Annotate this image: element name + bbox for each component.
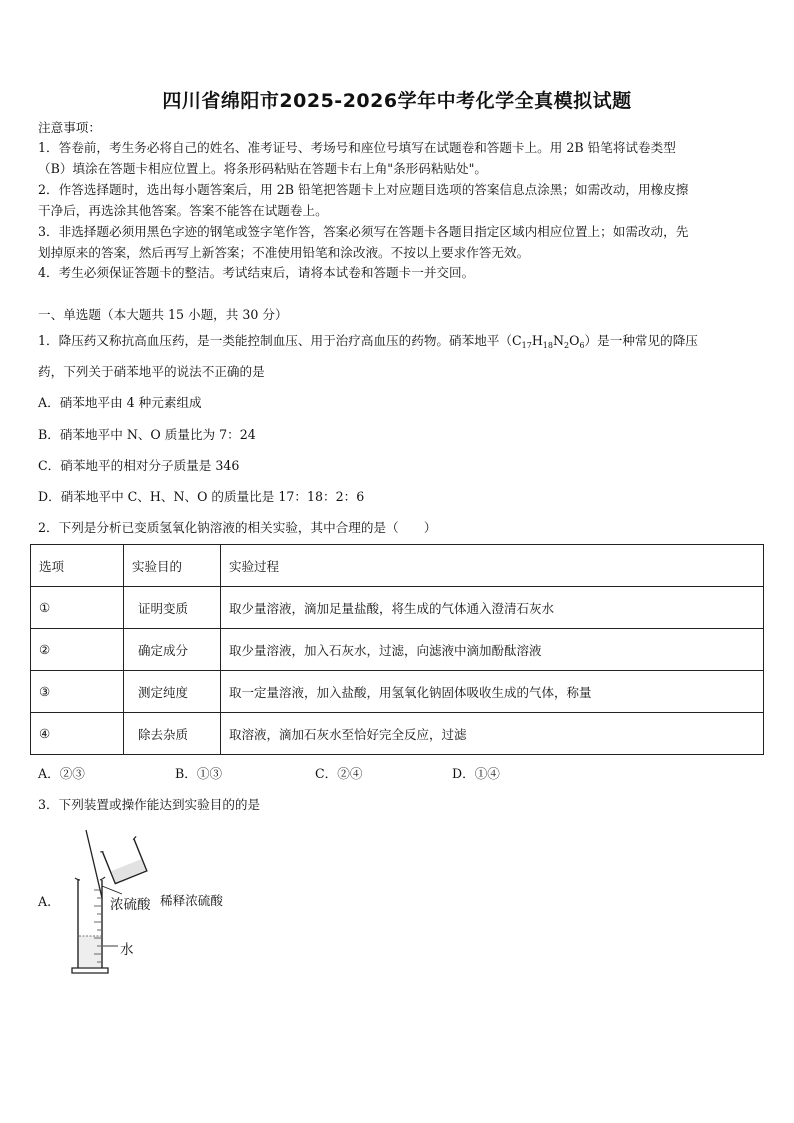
notice-line: 2．作答选择题时，选出每小题答案后，用 2B 铅笔把答题卡上对应题目选项的答案信息点涂黑；如需改动，用橡皮擦 bbox=[38, 182, 689, 197]
experiment-table bbox=[30, 544, 764, 755]
option-a-letter: A. bbox=[38, 894, 52, 909]
header-cell: 选项 bbox=[31, 545, 124, 587]
notice-heading: 注意事项： bbox=[38, 120, 101, 135]
question-1-option: C．硝苯地平的相对分子质量是 346 bbox=[38, 458, 240, 473]
question-2-option: B．①③ bbox=[175, 766, 223, 781]
chemical-formula: $C_{17}H_{18}N_2O_6$ bbox=[511, 333, 585, 350]
header-cell: 实验过程 bbox=[221, 545, 764, 587]
beaker-icon bbox=[100, 836, 150, 884]
table-row bbox=[31, 671, 764, 713]
glass-rod-icon bbox=[86, 830, 102, 898]
notice-line: 4．考生必须保证答题卡的整洁。考试结束后，请将本试卷和答题卡一并交回。 bbox=[38, 265, 475, 280]
table-cell: ① bbox=[31, 587, 124, 629]
question-2-option: D．①④ bbox=[452, 766, 500, 781]
notice-line: 干净后，再选涂其他答案。答案不能答在试题卷上。 bbox=[38, 203, 328, 218]
question-1-stem bbox=[38, 331, 756, 356]
question-1-stem-cont: 药，下列关于硝苯地平的说法不正确的是 bbox=[38, 364, 265, 379]
water-label: 水 bbox=[120, 942, 134, 958]
table-cell: 取少量溶液，加入石灰水，过滤，向滤液中滴加酚酞溶液 bbox=[221, 629, 764, 671]
question-1-option: A．硝苯地平由 4 种元素组成 bbox=[38, 395, 202, 410]
question-2-option: A．②③ bbox=[38, 766, 85, 781]
section-heading: 一、单选题（本大题共 15 小题，共 30 分） bbox=[38, 307, 288, 322]
question-1-stem-end: ）是一种常见的降压 bbox=[584, 333, 698, 348]
question-2-stem: 2．下列是分析已变质氢氧化钠溶液的相关实验，其中合理的是（ ） bbox=[38, 520, 437, 535]
notice-line: 划掉原来的答案，然后再写上新答案；不准使用铅笔和涂改液。不按以上要求作答无效。 bbox=[38, 245, 530, 260]
table-header-row bbox=[31, 545, 764, 587]
table-cell: 取溶液，滴加石灰水至恰好完全反应，过滤 bbox=[221, 713, 764, 755]
table-cell: ④ bbox=[31, 713, 124, 755]
question-3-stem: 3．下列装置或操作能达到实验目的的是 bbox=[38, 797, 261, 812]
table-cell: 取一定量溶液，加入盐酸，用氢氧化钠固体吸收生成的气体，称量 bbox=[221, 671, 764, 713]
table-cell: 取少量溶液，滴加足量盐酸，将生成的气体通入澄清石灰水 bbox=[221, 587, 764, 629]
table-row bbox=[31, 713, 764, 755]
notice-line: 1．答卷前，考生务必将自己的姓名、准考证号、考场号和座位号填写在试题卷和答题卡上。用 2B 铅笔将试卷类型 bbox=[38, 140, 676, 155]
measuring-cylinder-icon bbox=[72, 877, 108, 973]
notice-line: （B）填涂在答题卡相应位置上。将条形码粘贴在答题卡右上角"条形码粘贴处"。 bbox=[38, 161, 488, 176]
table-cell: 确定成分 bbox=[124, 629, 221, 671]
table-cell: 测定纯度 bbox=[124, 671, 221, 713]
acid-label: 浓硫酸 bbox=[110, 897, 151, 913]
table-cell: 证明变质 bbox=[124, 587, 221, 629]
question-1-option: B．硝苯地平中 N、O 质量比为 7：24 bbox=[38, 427, 256, 442]
figure-caption: 稀释浓硫酸 bbox=[160, 893, 223, 908]
header-cell: 实验目的 bbox=[124, 545, 221, 587]
question-1-stem-start: 1．降压药又称抗高血压药，是一类能控制血压、用于治疗高血压的药物。硝苯地平（ bbox=[38, 333, 512, 348]
question-1-option: D．硝苯地平中 C、H、N、O 的质量比是 17：18：2：6 bbox=[38, 489, 365, 504]
question-2-option: C．②④ bbox=[315, 766, 363, 781]
table-cell: ② bbox=[31, 629, 124, 671]
table-row bbox=[31, 587, 764, 629]
table-cell: ③ bbox=[31, 671, 124, 713]
table-row bbox=[31, 629, 764, 671]
notice-line: 3．非选择题必须用黑色字迹的钢笔或签字笔作答，答案必须写在答题卡各题目指定区域内相应位置上；如需改动，先 bbox=[38, 224, 689, 239]
page-title: 四川省绵阳市2025-2026学年中考化学全真模拟试题 bbox=[162, 90, 632, 112]
table-cell: 除去杂质 bbox=[124, 713, 221, 755]
